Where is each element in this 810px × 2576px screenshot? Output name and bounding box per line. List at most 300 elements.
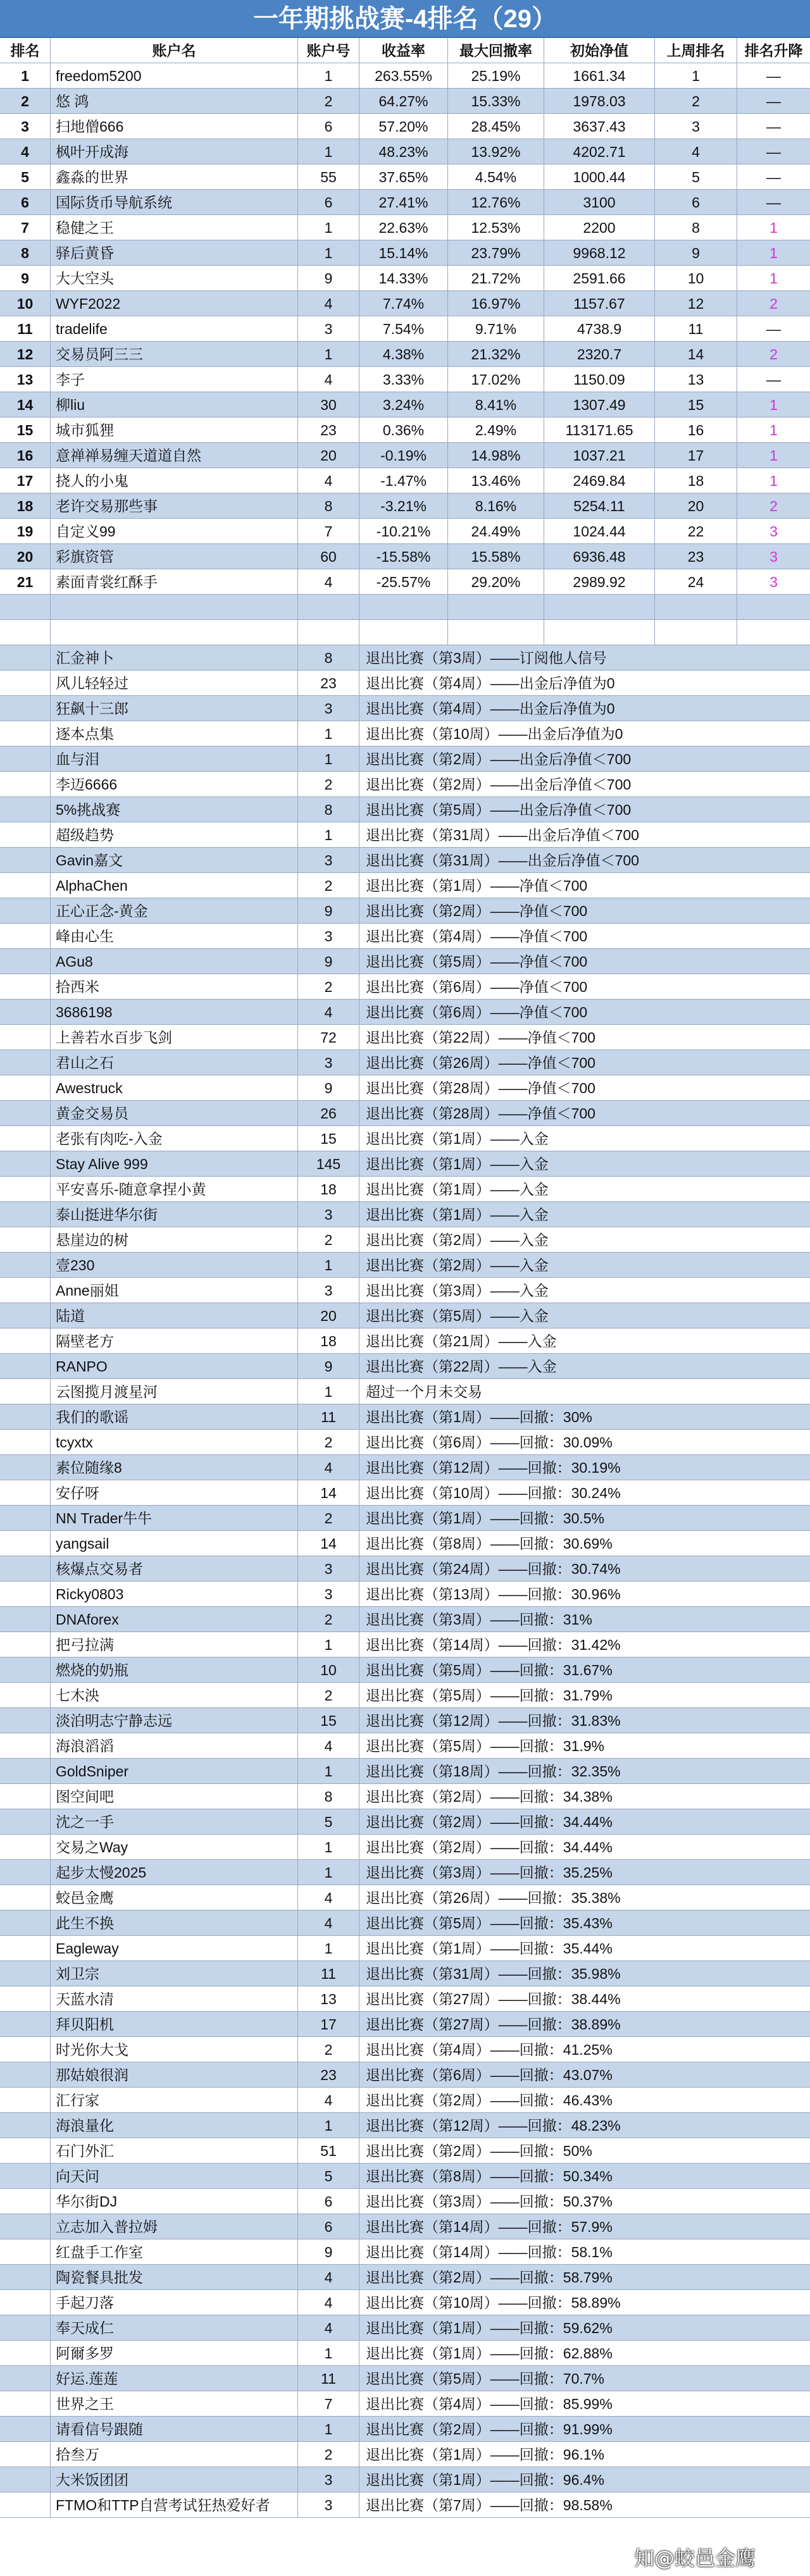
account-name-cell: 图空间吧 bbox=[51, 1784, 298, 1809]
table-row bbox=[0, 696, 810, 721]
account-no-cell: 1 bbox=[298, 822, 359, 848]
account-name-cell: 扫地僧666 bbox=[51, 114, 298, 139]
rank-cell: 15 bbox=[0, 418, 51, 443]
return-rate-cell: 27.41% bbox=[359, 190, 448, 215]
account-name-cell: 血与泪 bbox=[51, 746, 298, 772]
table-row bbox=[0, 544, 810, 569]
table-row bbox=[0, 367, 810, 392]
account-no-cell: 14 bbox=[298, 1531, 359, 1556]
rank-change-cell: 1 bbox=[770, 422, 778, 438]
empty-cell bbox=[448, 595, 544, 620]
account-name-cell: Stay Alive 999 bbox=[51, 1151, 298, 1177]
exit-status-cell: 退出比赛（第6周）——净值＜700 bbox=[366, 1004, 588, 1020]
rank-cell: 17 bbox=[0, 468, 51, 493]
empty-cell bbox=[544, 620, 655, 645]
account-no-cell: 2 bbox=[298, 1506, 359, 1531]
table-row bbox=[0, 2290, 810, 2315]
max-drawdown-cell: 16.97% bbox=[448, 291, 544, 316]
rank-change-cell: — bbox=[766, 118, 781, 135]
account-no-cell: 4 bbox=[298, 2315, 359, 2341]
exit-status-cell: 退出比赛（第6周）——回撤：43.07% bbox=[366, 2067, 613, 2083]
exit-status-cell: 退出比赛（第1周）——回撤：62.88% bbox=[366, 2345, 613, 2362]
account-name-cell: 国际货币导航系统 bbox=[51, 190, 298, 215]
account-no-cell: 9 bbox=[298, 949, 359, 974]
exit-status-cell: 退出比赛（第2周）——回撤：50% bbox=[366, 2143, 592, 2159]
account-name-cell: 沈之一手 bbox=[51, 1809, 298, 1835]
last-week-rank-cell: 22 bbox=[655, 519, 737, 544]
account-name-cell: 拜贝阳机 bbox=[51, 2012, 298, 2037]
rank-cell bbox=[0, 1202, 51, 1227]
account-name-cell: 正心正念-黄金 bbox=[51, 898, 298, 924]
account-no-cell: 15 bbox=[298, 1126, 359, 1151]
table-row bbox=[0, 2492, 810, 2518]
rank-cell bbox=[0, 671, 51, 696]
account-no-cell: 6 bbox=[298, 114, 359, 139]
table-row bbox=[0, 266, 810, 291]
account-no-cell: 23 bbox=[298, 2062, 359, 2088]
account-no-cell: 8 bbox=[298, 645, 359, 671]
rank-cell: 18 bbox=[0, 493, 51, 519]
max-drawdown-cell: 23.79% bbox=[448, 240, 544, 266]
table-row bbox=[0, 1860, 810, 1885]
rank-cell: 10 bbox=[0, 291, 51, 316]
rank-cell bbox=[0, 1151, 51, 1177]
exit-status-cell: 退出比赛（第27周）——回撤：38.44% bbox=[366, 1991, 621, 2007]
rank-cell bbox=[0, 924, 51, 949]
table-row bbox=[0, 1278, 810, 1303]
return-rate-cell: 64.27% bbox=[359, 89, 448, 114]
max-drawdown-cell: 21.72% bbox=[448, 266, 544, 291]
account-no-cell: 1 bbox=[298, 1379, 359, 1404]
rank-cell bbox=[0, 772, 51, 797]
account-no-cell: 1 bbox=[298, 139, 359, 164]
table-row bbox=[0, 1101, 810, 1126]
rank-cell bbox=[0, 2088, 51, 2113]
empty-cell bbox=[0, 620, 51, 645]
rank-cell bbox=[0, 721, 51, 746]
max-drawdown-cell: 15.58% bbox=[448, 544, 544, 569]
table-row bbox=[0, 569, 810, 595]
account-no-cell: 26 bbox=[298, 1101, 359, 1126]
table-row bbox=[0, 2037, 810, 2062]
account-no-cell: 145 bbox=[298, 1151, 359, 1177]
header-row bbox=[0, 38, 810, 63]
rank-cell bbox=[0, 2467, 51, 2492]
account-name-cell: 拾叁万 bbox=[51, 2442, 298, 2467]
account-no-cell: 9 bbox=[298, 898, 359, 924]
account-name-cell: 枫叶开成海 bbox=[51, 139, 298, 164]
table-row bbox=[0, 873, 810, 898]
initial-nav-cell: 3100 bbox=[544, 190, 655, 215]
initial-nav-cell: 1150.09 bbox=[544, 367, 655, 392]
account-name-cell: 那姑娘很润 bbox=[51, 2062, 298, 2088]
max-drawdown-cell: 21.32% bbox=[448, 342, 544, 367]
rank-cell bbox=[0, 2290, 51, 2315]
max-drawdown-cell: 9.71% bbox=[448, 316, 544, 342]
exit-status-cell: 退出比赛（第3周）——回撤：50.37% bbox=[366, 2193, 613, 2210]
max-drawdown-cell: 15.33% bbox=[448, 89, 544, 114]
table-row bbox=[0, 2088, 810, 2113]
account-name-cell: 城市狐狸 bbox=[51, 418, 298, 443]
rank-cell bbox=[0, 1632, 51, 1657]
last-week-rank-cell: 14 bbox=[655, 342, 737, 367]
return-rate-cell: 7.54% bbox=[359, 316, 448, 342]
rank-change-cell: — bbox=[766, 194, 781, 211]
exit-status-cell: 退出比赛（第1周）——入金 bbox=[366, 1181, 549, 1198]
rank-cell bbox=[0, 1860, 51, 1885]
account-name-cell: 平安喜乐-随意拿捏小黄 bbox=[51, 1177, 298, 1202]
table-row bbox=[0, 519, 810, 544]
table-row bbox=[0, 2239, 810, 2265]
rank-cell: 6 bbox=[0, 190, 51, 215]
exit-status-cell: 退出比赛（第8周）——回撤：50.34% bbox=[366, 2168, 613, 2184]
initial-nav-cell: 1037.21 bbox=[544, 443, 655, 468]
rank-change-cell: — bbox=[766, 93, 781, 109]
exit-status-cell: 退出比赛（第1周）——入金 bbox=[366, 1206, 549, 1223]
initial-nav-cell: 6936.48 bbox=[544, 544, 655, 569]
return-rate-cell: 37.65% bbox=[359, 164, 448, 190]
account-name-cell: 壹230 bbox=[51, 1253, 298, 1278]
account-name-cell: yangsail bbox=[51, 1531, 298, 1556]
table-row bbox=[0, 2189, 810, 2214]
rank-cell bbox=[0, 746, 51, 772]
last-week-rank-cell: 23 bbox=[655, 544, 737, 569]
rank-cell: 5 bbox=[0, 164, 51, 190]
table-row bbox=[0, 215, 810, 240]
return-rate-cell: -10.21% bbox=[359, 519, 448, 544]
rank-cell bbox=[0, 2341, 51, 2366]
last-week-rank-cell: 4 bbox=[655, 139, 737, 164]
spacer-row bbox=[0, 595, 810, 620]
account-name-cell: 红盘手工作室 bbox=[51, 2239, 298, 2265]
table-row bbox=[0, 392, 810, 418]
account-name-cell: 汇金神卜 bbox=[51, 645, 298, 671]
account-no-cell: 7 bbox=[298, 2391, 359, 2417]
table-row bbox=[0, 848, 810, 873]
return-rate-cell: 14.33% bbox=[359, 266, 448, 291]
table-row bbox=[0, 1582, 810, 1607]
table-row bbox=[0, 1556, 810, 1582]
account-name-cell: 云图揽月渡星河 bbox=[51, 1379, 298, 1404]
max-drawdown-cell: 8.16% bbox=[448, 493, 544, 519]
rank-change-cell: 2 bbox=[770, 295, 778, 312]
account-no-cell: 8 bbox=[298, 1784, 359, 1809]
initial-nav-cell: 2200 bbox=[544, 215, 655, 240]
header-return-rate: 收益率 bbox=[359, 38, 448, 63]
rank-cell bbox=[0, 898, 51, 924]
account-name-cell: RANPO bbox=[51, 1354, 298, 1379]
empty-cell bbox=[298, 620, 359, 645]
initial-nav-cell: 113171.65 bbox=[544, 418, 655, 443]
initial-nav-cell: 4202.71 bbox=[544, 139, 655, 164]
rank-cell: 16 bbox=[0, 443, 51, 468]
last-week-rank-cell: 3 bbox=[655, 114, 737, 139]
account-name-cell: 驿后黄昏 bbox=[51, 240, 298, 266]
header-rank: 排名 bbox=[0, 38, 51, 63]
max-drawdown-cell: 13.92% bbox=[448, 139, 544, 164]
account-name-cell: AlphaChen bbox=[51, 873, 298, 898]
account-no-cell: 55 bbox=[298, 164, 359, 190]
account-name-cell: 悬崖边的树 bbox=[51, 1227, 298, 1253]
account-name-cell: 阿爾多罗 bbox=[51, 2341, 298, 2366]
rank-cell: 11 bbox=[0, 316, 51, 342]
account-no-cell: 1 bbox=[298, 2113, 359, 2138]
empty-cell bbox=[359, 595, 448, 620]
spacer-row bbox=[0, 620, 810, 645]
table-row bbox=[0, 139, 810, 164]
empty-cell bbox=[359, 620, 448, 645]
watermark: 知@蛟邑金鹰 bbox=[634, 2546, 756, 2570]
return-rate-cell: 22.63% bbox=[359, 215, 448, 240]
account-no-cell: 14 bbox=[298, 1480, 359, 1506]
account-name-cell: Anne丽姐 bbox=[51, 1278, 298, 1303]
rank-change-cell: — bbox=[766, 169, 781, 185]
table-row bbox=[0, 1202, 810, 1227]
account-name-cell: 时光你大戈 bbox=[51, 2037, 298, 2062]
account-no-cell: 1 bbox=[298, 1253, 359, 1278]
exit-status-cell: 退出比赛（第10周）——出金后净值为0 bbox=[366, 726, 623, 742]
table-row bbox=[0, 2113, 810, 2138]
exit-status-cell: 退出比赛（第27周）——回撤：38.89% bbox=[366, 2016, 621, 2033]
account-name-cell: 大大空头 bbox=[51, 266, 298, 291]
max-drawdown-cell: 25.19% bbox=[448, 63, 544, 89]
rank-cell bbox=[0, 1582, 51, 1607]
last-week-rank-cell: 5 bbox=[655, 164, 737, 190]
exit-status-cell: 退出比赛（第3周）——回撤：31% bbox=[366, 1611, 592, 1628]
initial-nav-cell: 5254.11 bbox=[544, 493, 655, 519]
last-week-rank-cell: 10 bbox=[655, 266, 737, 291]
account-name-cell: 此生不换 bbox=[51, 1910, 298, 1936]
account-name-cell: 蛟邑金鹰 bbox=[51, 1885, 298, 1910]
rank-cell bbox=[0, 974, 51, 1000]
account-name-cell: 手起刀落 bbox=[51, 2290, 298, 2315]
initial-nav-cell: 1024.44 bbox=[544, 519, 655, 544]
table-row bbox=[0, 1683, 810, 1708]
table-row bbox=[0, 1835, 810, 1860]
account-no-cell: 1 bbox=[298, 721, 359, 746]
rank-change-cell: 3 bbox=[770, 548, 778, 565]
rank-cell bbox=[0, 1936, 51, 1961]
exit-status-cell: 退出比赛（第5周）——回撤：31.9% bbox=[366, 1738, 605, 1754]
table-row bbox=[0, 671, 810, 696]
account-name-cell: 把弓拉满 bbox=[51, 1632, 298, 1657]
table-row bbox=[0, 2012, 810, 2037]
table-row bbox=[0, 1936, 810, 1961]
table-row bbox=[0, 240, 810, 266]
rank-cell: 7 bbox=[0, 215, 51, 240]
table-row bbox=[0, 443, 810, 468]
return-rate-cell: 4.38% bbox=[359, 342, 448, 367]
table-row bbox=[0, 1708, 810, 1733]
table-row bbox=[0, 1506, 810, 1531]
rank-cell bbox=[0, 1430, 51, 1455]
table-row bbox=[0, 721, 810, 746]
account-name-cell: 鑫淼的世界 bbox=[51, 164, 298, 190]
table-row bbox=[0, 1000, 810, 1025]
max-drawdown-cell: 14.98% bbox=[448, 443, 544, 468]
rank-cell bbox=[0, 1657, 51, 1683]
account-no-cell: 2 bbox=[298, 974, 359, 1000]
empty-cell bbox=[655, 595, 737, 620]
max-drawdown-cell: 13.46% bbox=[448, 468, 544, 493]
rank-cell: 14 bbox=[0, 392, 51, 418]
exit-status-cell: 退出比赛（第6周）——净值＜700 bbox=[366, 979, 588, 995]
last-week-rank-cell: 17 bbox=[655, 443, 737, 468]
exit-status-cell: 退出比赛（第14周）——回撤：58.1% bbox=[366, 2244, 613, 2260]
account-name-cell: 我们的歌谣 bbox=[51, 1404, 298, 1430]
rank-cell: 3 bbox=[0, 114, 51, 139]
account-no-cell: 1 bbox=[298, 2341, 359, 2366]
table-row bbox=[0, 493, 810, 519]
account-no-cell: 8 bbox=[298, 797, 359, 822]
exit-status-cell: 退出比赛（第4周）——净值＜700 bbox=[366, 928, 588, 944]
exit-status-cell: 退出比赛（第1周）——入金 bbox=[366, 1130, 549, 1147]
max-drawdown-cell: 4.54% bbox=[448, 164, 544, 190]
account-no-cell: 5 bbox=[298, 2164, 359, 2189]
initial-nav-cell: 1307.49 bbox=[544, 392, 655, 418]
max-drawdown-cell: 17.02% bbox=[448, 367, 544, 392]
return-rate-cell: -15.58% bbox=[359, 544, 448, 569]
exit-status-cell: 退出比赛（第2周）——回撤：34.38% bbox=[366, 1788, 613, 1805]
exit-status-cell: 退出比赛（第31周）——出金后净值＜700 bbox=[366, 827, 639, 843]
account-no-cell: 13 bbox=[298, 1986, 359, 2012]
table-row bbox=[0, 1759, 810, 1784]
rank-cell bbox=[0, 1126, 51, 1151]
exit-status-cell: 退出比赛（第2周）——回撤：34.44% bbox=[366, 1839, 613, 1855]
initial-nav-cell: 2320.7 bbox=[544, 342, 655, 367]
table-row bbox=[0, 898, 810, 924]
account-no-cell: 30 bbox=[298, 392, 359, 418]
rank-cell bbox=[0, 2315, 51, 2341]
table-row bbox=[0, 1227, 810, 1253]
table-row bbox=[0, 2341, 810, 2366]
account-name-cell: 交易员阿三三 bbox=[51, 342, 298, 367]
empty-cell bbox=[737, 620, 810, 645]
account-name-cell: 黄金交易员 bbox=[51, 1101, 298, 1126]
account-name-cell: 彩旗资管 bbox=[51, 544, 298, 569]
account-no-cell: 1 bbox=[298, 746, 359, 772]
return-rate-cell: 15.14% bbox=[359, 240, 448, 266]
table-row bbox=[0, 2467, 810, 2492]
account-name-cell: 素面青裳红酥手 bbox=[51, 569, 298, 595]
account-name-cell: 稳健之王 bbox=[51, 215, 298, 240]
last-week-rank-cell: 11 bbox=[655, 316, 737, 342]
rank-cell bbox=[0, 2366, 51, 2391]
header-max-drawdown: 最大回撤率 bbox=[448, 38, 544, 63]
table-row bbox=[0, 1354, 810, 1379]
account-no-cell: 11 bbox=[298, 1961, 359, 1986]
rank-cell bbox=[0, 1480, 51, 1506]
account-name-cell: 峰由心生 bbox=[51, 924, 298, 949]
rank-change-cell: 1 bbox=[770, 447, 778, 464]
initial-nav-cell: 3637.43 bbox=[544, 114, 655, 139]
exit-status-cell: 退出比赛（第6周）——回撤：30.09% bbox=[366, 1434, 613, 1451]
account-no-cell: 3 bbox=[298, 1582, 359, 1607]
return-rate-cell: -25.57% bbox=[359, 569, 448, 595]
account-no-cell: 4 bbox=[298, 1885, 359, 1910]
account-no-cell: 3 bbox=[298, 848, 359, 873]
account-no-cell: 3 bbox=[298, 1556, 359, 1582]
table-row bbox=[0, 291, 810, 316]
rank-cell bbox=[0, 1835, 51, 1860]
account-no-cell: 1 bbox=[298, 1860, 359, 1885]
rank-cell bbox=[0, 1759, 51, 1784]
last-week-rank-cell: 2 bbox=[655, 89, 737, 114]
rank-change-cell: — bbox=[766, 321, 781, 337]
account-no-cell: 6 bbox=[298, 2189, 359, 2214]
account-no-cell: 1 bbox=[298, 1759, 359, 1784]
account-name-cell: 大米饭团团 bbox=[51, 2467, 298, 2492]
last-week-rank-cell: 12 bbox=[655, 291, 737, 316]
exit-status-cell: 退出比赛（第12周）——回撤：31.83% bbox=[366, 1712, 621, 1729]
account-name-cell: 华尔街DJ bbox=[51, 2189, 298, 2214]
exit-status-cell: 退出比赛（第26周）——回撤：35.38% bbox=[366, 1890, 621, 1906]
account-name-cell: 超级趋势 bbox=[51, 822, 298, 848]
return-rate-cell: 263.55% bbox=[359, 63, 448, 89]
last-week-rank-cell: 1 bbox=[655, 63, 737, 89]
max-drawdown-cell: 8.41% bbox=[448, 392, 544, 418]
table-row bbox=[0, 2315, 810, 2341]
account-name-cell: 悠 鸿 bbox=[51, 89, 298, 114]
exit-status-cell: 退出比赛（第3周）——入金 bbox=[366, 1282, 549, 1299]
table-row bbox=[0, 1328, 810, 1354]
initial-nav-cell: 1157.67 bbox=[544, 291, 655, 316]
table-row bbox=[0, 1632, 810, 1657]
rank-cell: 21 bbox=[0, 569, 51, 595]
table-row bbox=[0, 1480, 810, 1506]
exit-status-cell: 退出比赛（第26周）——净值＜700 bbox=[366, 1055, 595, 1071]
exit-status-cell: 退出比赛（第4周）——出金后净值为0 bbox=[366, 700, 615, 717]
account-no-cell: 1 bbox=[298, 215, 359, 240]
account-no-cell: 4 bbox=[298, 291, 359, 316]
rank-cell bbox=[0, 1910, 51, 1936]
table-row bbox=[0, 2214, 810, 2239]
account-no-cell: 2 bbox=[298, 2037, 359, 2062]
account-no-cell: 4 bbox=[298, 1455, 359, 1480]
account-no-cell: 8 bbox=[298, 493, 359, 519]
rank-cell: 4 bbox=[0, 139, 51, 164]
rank-cell bbox=[0, 1986, 51, 2012]
table-row bbox=[0, 2417, 810, 2442]
account-name-cell: 李迈6666 bbox=[51, 772, 298, 797]
rank-cell bbox=[0, 1253, 51, 1278]
account-no-cell: 4 bbox=[298, 1910, 359, 1936]
account-no-cell: 4 bbox=[298, 468, 359, 493]
table-row bbox=[0, 1455, 810, 1480]
account-no-cell: 1 bbox=[298, 342, 359, 367]
rank-cell bbox=[0, 1784, 51, 1809]
rank-cell bbox=[0, 1050, 51, 1075]
rank-cell bbox=[0, 1101, 51, 1126]
account-no-cell: 72 bbox=[298, 1025, 359, 1050]
exit-status-cell: 退出比赛（第14周）——回撤：57.9% bbox=[366, 2219, 613, 2235]
account-name-cell: freedom5200 bbox=[51, 63, 298, 89]
exit-status-cell: 退出比赛（第3周）——订阅他人信号 bbox=[366, 650, 607, 666]
account-name-cell: 逐本点集 bbox=[51, 721, 298, 746]
exit-status-cell: 退出比赛（第12周）——回撤：48.23% bbox=[366, 2117, 621, 2134]
account-name-cell: 君山之石 bbox=[51, 1050, 298, 1075]
account-name-cell: 交易之Way bbox=[51, 1835, 298, 1860]
exit-status-cell: 退出比赛（第4周）——回撤：41.25% bbox=[366, 2041, 613, 2058]
account-no-cell: 2 bbox=[298, 1683, 359, 1708]
account-no-cell: 3 bbox=[298, 924, 359, 949]
rank-change-cell: 1 bbox=[770, 220, 778, 236]
account-no-cell: 9 bbox=[298, 2239, 359, 2265]
table-row bbox=[0, 1379, 810, 1404]
rank-change-cell: 1 bbox=[770, 245, 778, 261]
account-name-cell: 起步太慢2025 bbox=[51, 1860, 298, 1885]
exit-status-cell: 超过一个月未交易 bbox=[366, 1384, 482, 1400]
